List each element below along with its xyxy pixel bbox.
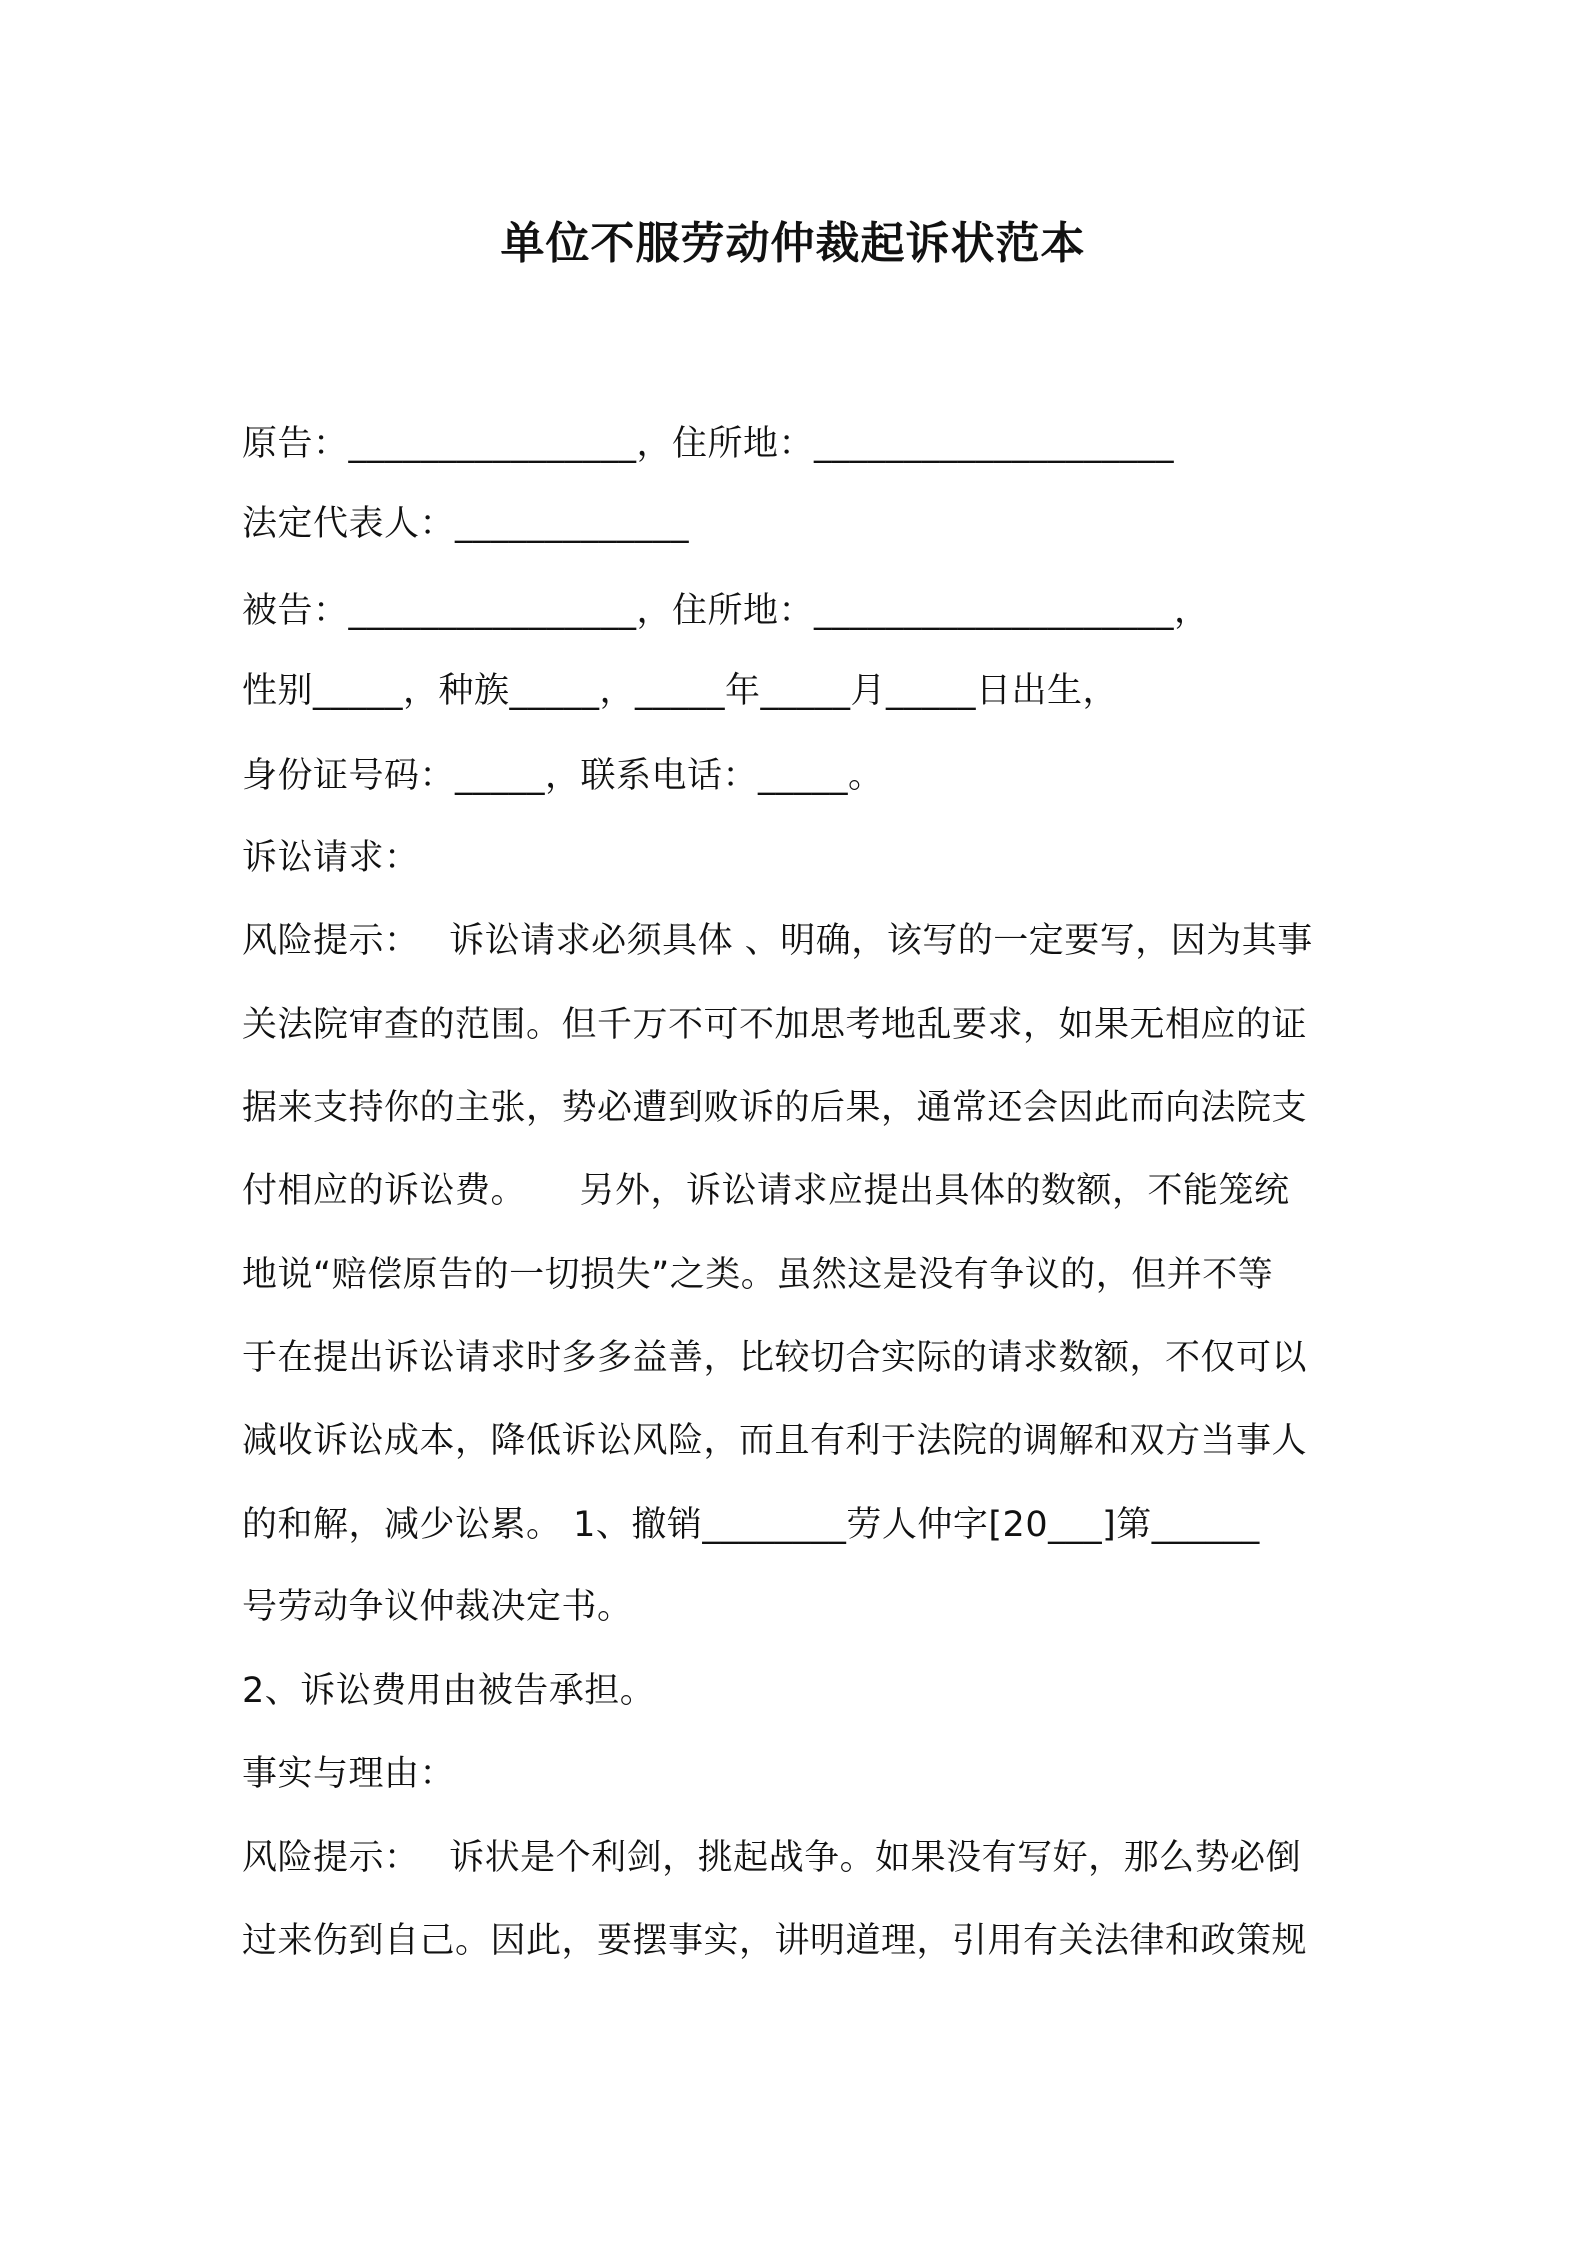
- paragraph-line: 地说“赔偿原告的一切损失”之类。虽然这是没有争议的，但并不等: [242, 1255, 1274, 1295]
- legal-representative-line: 法定代表人：_____________: [242, 504, 690, 544]
- facts-heading: 事实与理由：: [242, 1754, 456, 1794]
- paragraph-line: 号劳动争议仲裁决定书。: [242, 1587, 633, 1627]
- paragraph-line: 减收诉讼成本，降低诉讼风险，而且有利于法院的调解和双方当事人: [242, 1421, 1308, 1461]
- paragraph-line: 于在提出诉讼请求时多多益善，比较切合实际的请求数额，不仅可以: [242, 1338, 1308, 1378]
- claim-item-2: 2、诉讼费用由被告承担。: [242, 1671, 656, 1711]
- paragraph-line: 关法院审查的范围。但千万不可不加思考地乱要求，如果无相应的证: [242, 1005, 1308, 1045]
- paragraph-line: 风险提示： 诉状是个利剑，挑起战争。如果没有写好，那么势必倒: [242, 1838, 1302, 1878]
- paragraph-line: 过来伤到自己。因此，要摆事实，讲明道理，引用有关法律和政策规: [242, 1921, 1308, 1961]
- paragraph-line: 风险提示： 诉讼请求必须具体 、明确，该写的一定要写，因为其事: [242, 921, 1313, 961]
- paragraph-line: 的和解，减少讼累。 1、撤销________劳人仲字[20___]第______: [242, 1505, 1260, 1545]
- id-phone-line: 身份证号码：_____，联系电话：_____。: [242, 756, 884, 796]
- paragraph-line: 据来支持你的主张，势必遭到败诉的后果，通常还会因此而向法院支: [242, 1088, 1308, 1128]
- paragraph-line: 付相应的诉讼费。 另外，诉讼请求应提出具体的数额，不能笼统: [242, 1171, 1290, 1211]
- plaintiff-line: 原告：________________，住所地：____________________: [242, 424, 1175, 464]
- gender-ethnicity-birth-line: 性别_____，种族_____，_____年_____月_____日出生，: [242, 671, 1119, 711]
- document-title: 单位不服劳动仲裁起诉状范本: [500, 218, 1086, 269]
- defendant-line: 被告：________________，住所地：____________________，: [242, 591, 1210, 631]
- claims-heading: 诉讼请求：: [242, 838, 420, 878]
